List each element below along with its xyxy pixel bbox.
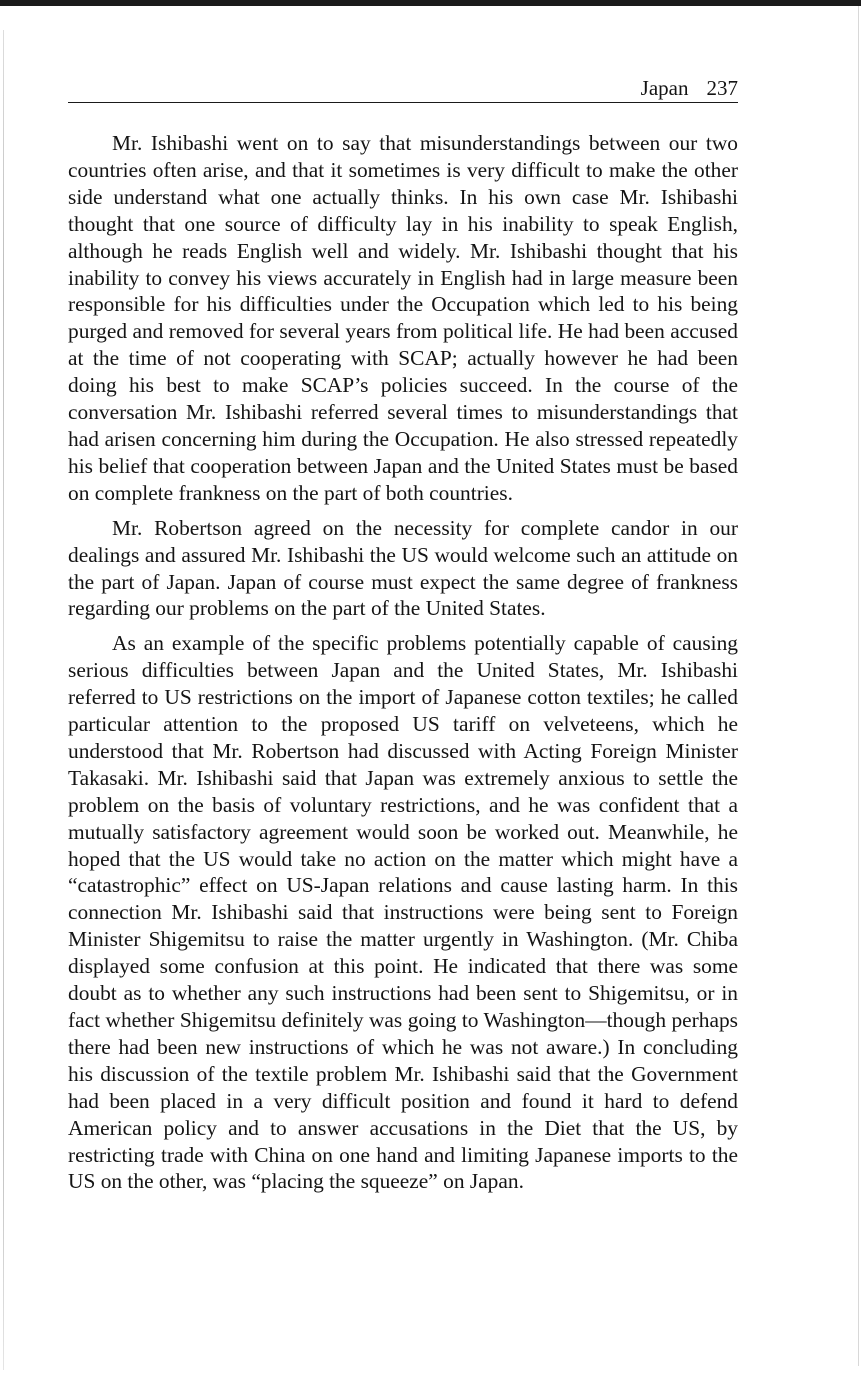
scan-right-edge: [858, 6, 859, 1366]
running-header: [68, 74, 738, 103]
paragraph-robertson-candor: Mr. Robertson agreed on the necessity for complete candor in our dealings and assured Mr. Ishibashi the US would welcome such an attitude on the part of Japan. Japan of course must expect the same degree of frankness regarding our problems on the part of the United States.: [68, 515, 738, 621]
paragraph-ishibashi-misunderstandings: Mr. Ishibashi went on to say that misunderstandings between our two countries often arise, and that it sometimes is very difficult to make the other side understand what one actually thinks. In his own case Mr. Ishibashi thought that one source of difficulty lay in his inability to speak English, although he reads English well and widely. Mr. Ishibashi thought that his inability to convey his views accurately in English had in large measure been responsible for his difficulties under the Occupation which led to his being purged and removed for several years from political life. He had been accused at the time of not cooperating with SCAP; actually however he had been doing his best to make SCAP’s policies succeed. In the course of the conversation Mr. Ishibashi referred several times to misunderstandings that had arisen concerning him during the Occupation. He also stressed repeatedly his belief that cooperation between Japan and the United States must be based on complete frankness on the part of both countries.: [68, 131, 738, 505]
scan-top-border: [0, 0, 861, 6]
running-title: Japan: [640, 76, 689, 100]
page-number: 237: [706, 76, 738, 100]
scan-left-edge: [3, 30, 4, 1370]
paragraph-textile-problem: As an example of the specific problems potentially capable of causing serious difficulties between Japan and the United States, Mr. Ishibashi referred to US restrictions on the import of Japanese cotton textiles; he called particular attention to the proposed US tariff on velveteens, which he understood that Mr. Robertson had discussed with Acting Foreign Minister Takasaki. Mr. Ishibashi said that Japan was extremely anxious to settle the problem on the basis of voluntary restrictions, and he was confident that a mutually satisfactory agreement would soon be worked out. Meanwhile, he hoped that the US would take no action on the matter which might have a “catastrophic” effect on US-Japan relations and cause lasting harm. In this connection Mr. Ishibashi said that instructions were being sent to Foreign Minister Shigemitsu to raise the matter urgently in Washington. (Mr. Chiba displayed some confusion at this point. He indicated that there was some doubt as to whether any such instructions had been sent to Shigemitsu, or in fact whether Shigemitsu definitely was going to Washington—though perhaps there had been new instructions of which he was not aware.) In concluding his discussion of the textile problem Mr. Ishibashi said that the Government had been placed in a very difficult position and found it hard to defend American policy and to answer accusations in the Diet that the US, by restricting trade with China on one hand and limiting Japanese imports to the US on the other, was “placing the squeeze” on Japan.: [68, 631, 738, 1194]
body-text: [68, 130, 738, 1203]
